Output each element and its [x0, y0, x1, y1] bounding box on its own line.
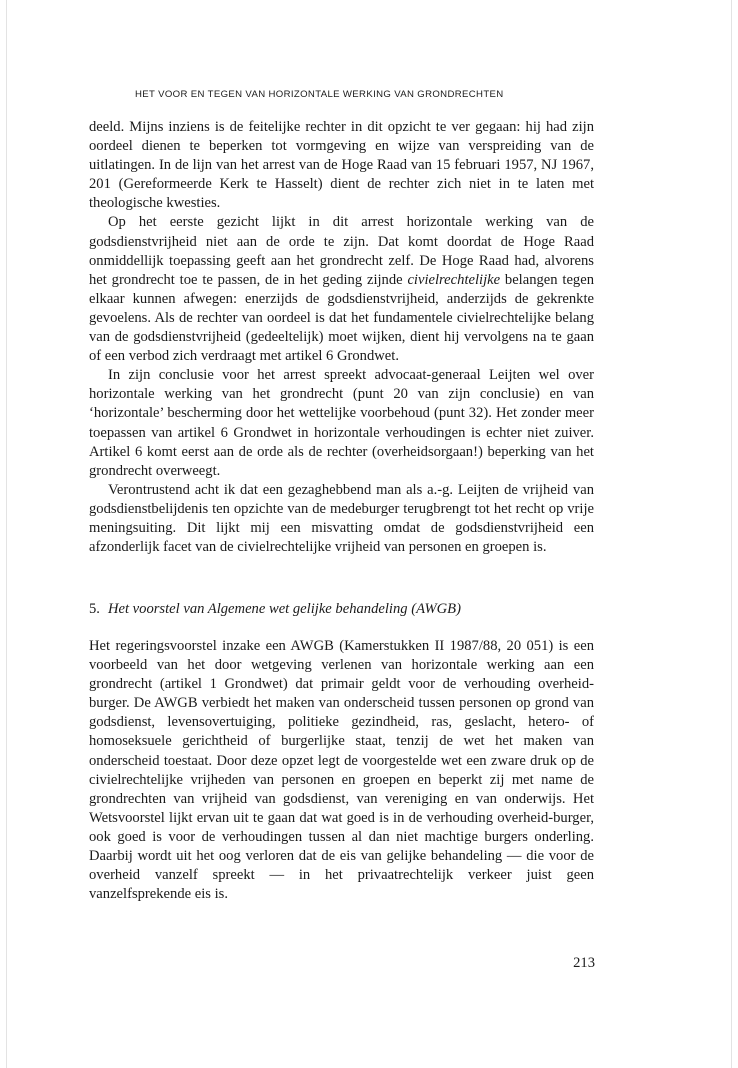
section-heading — [89, 600, 594, 619]
paragraph-text: belangen tegen elkaar kunnen afwegen: enerzijds de godsdienstvrijheid, anderzijds de gekrenkte gevoelens. Als de rechter van oordeel is dat het fundamentele civielrechtelijke belang van de godsdienstvrijheid (gedeeltelijk) moet wijken, dient hij vervolgens na te gaan of een verbod zich verdraagt met artikel 6 Grondwet. — [89, 271, 595, 365]
running-header: HET VOOR EN TEGEN VAN HORIZONTALE WERKING VAN GRONDRECHTEN — [135, 89, 504, 100]
body-text-bottom — [89, 637, 594, 904]
section-number: 5. — [89, 601, 100, 617]
paragraph: deeld. Mijns inziens is de feitelijke rechter in dit opzicht te ver gegaan: hij had zijn oordeel dienen te beperken tot vormgeving en wijze van verspreiding van de uitlatingen. In de lijn van het arrest van de Hoge Raad van 15 februari 1957, NJ 1967, 201 (Gereformeerde Kerk te Hasselt) dient de rechter zich niet in te laten met theologische kwesties. — [89, 119, 594, 212]
scan-edge-right — [731, 0, 732, 1068]
paragraph: Verontrustend acht ik dat een gezaghebbend man als a.-g. Leijten de vrijheid van godsdienstbelijdenis ten opzichte van de medeburger terugbrengt tot het recht op vrije meningsuiting. Dit lijkt mij een misvatting omdat de godsdienstvrijheid een afzonderlijk facet van de civielrechtelijke vrijheid van personen en groepen is. — [89, 481, 594, 556]
paragraph — [89, 213, 594, 366]
scan-edge-left — [6, 0, 7, 1068]
paragraph: Het regeringsvoorstel inzake een AWGB (Kamerstukken II 1987/88, 20 051) is een voorbeeld van het door wetgeving verlenen van horizontale werking aan een grondrecht (artikel 1 Grondwet) dat primair geldt voor de verhouding overheid-burger. De AWGB verbiedt het maken van onderscheid tussen personen op grond van godsdienst, levensovertuiging, politieke gezindheid, ras, geslacht, hetero- of homoseksuele gerichtheid of burgerlijke staat, tenzij de wet het maken van onderscheid toestaat. Door deze opzet legt de voorgestelde wet een zware druk op de civielrechtelijke vrijheden van personen en groepen en beperkt zij met name de grondrechten van vrijheid van godsdienst, van vereniging en van onderwijs. Het Wetsvoorstel lijkt ervan uit te gaan dat wat goed is in de verhouding overheid-burger, ook goed is voor de verhoudingen tussen al dan niet machtige burgers onderling. Daarbij wordt uit het oog verloren dat de eis van gelijke behandeling — die voor de overheid vanzelf spreekt — in het privaatrechtelijk verkeer juist geen vanzelfsprekende eis is. — [89, 638, 594, 903]
emphasis-text: civielrechtelijke — [407, 271, 501, 288]
page-number: 213 — [573, 955, 595, 971]
body-text-top — [89, 118, 594, 557]
section-title: Het voorstel van Algemene wet gelijke behandeling (AWGB) — [107, 601, 461, 617]
paragraph-text: Op het eerste gezicht lijkt in dit arrest horizontale werking van de godsdienstvrijheid niet aan de orde te zijn. Dat komt doordat de Hoge Raad onmiddellijk toepassing geeft aan het grondrecht zelf. De Hoge Raad had, alvorens het grondrecht toe te passen, de in het geding zijnde — [89, 214, 594, 288]
paragraph: In zijn conclusie voor het arrest spreekt advocaat-generaal Leijten wel over horizontale werking van het grondrecht (punt 20 van zijn conclusie) en van ‘horizontale’ bescherming door het wettelijke voorbehoud (punt 32). Het zonder meer toepassen van artikel 6 Grondwet in horizontale verhoudingen is echter niet zuiver. Artikel 6 komt eerst aan de orde als de rechter (overheidsorgaan!) beperking van het grondrecht overweegt. — [89, 367, 594, 479]
